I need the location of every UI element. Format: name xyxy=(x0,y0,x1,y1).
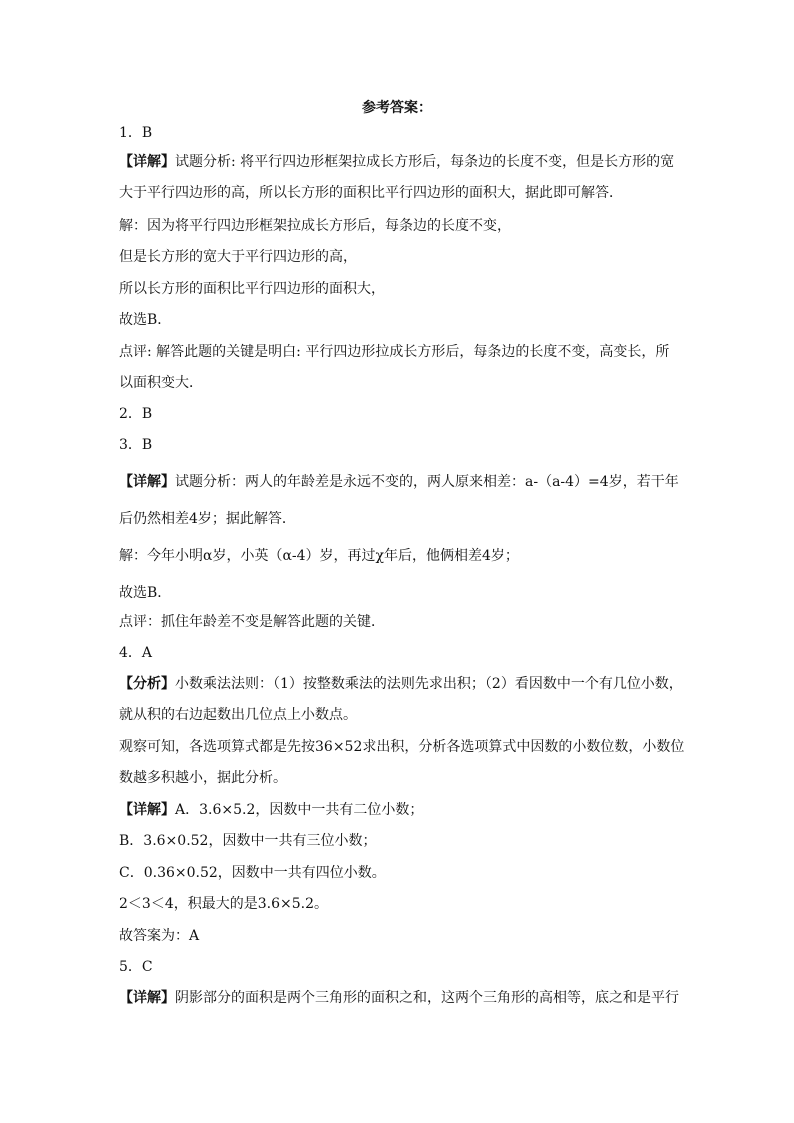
answer-4-detail-a xyxy=(119,800,423,820)
answer-3-number: 3．B xyxy=(119,437,153,453)
detail-text: 阴影部分的面积是两个三角形的面积之和，这两个三角形的高相等，底之和是平行 xyxy=(175,990,679,1006)
analysis-tag: 【分析】 xyxy=(119,676,175,692)
answer-3-choice: 故选B． xyxy=(119,585,172,601)
answer-1-detail-line-1 xyxy=(119,152,674,172)
detail-text: A．3.6×5.2，因数中一共有二位小数； xyxy=(175,802,424,818)
answer-4-observation-line-1: 观察可知，各选项算式都是先按36×52求出积，分析各选项算式中因数的小数位数，小数位 xyxy=(119,739,685,755)
answer-3-detail-line-2: 后仍然相差4岁；据此解答． xyxy=(119,511,296,527)
answer-4-analysis-line-1 xyxy=(119,674,683,694)
answer-1-comment-line-1: 点评: 解答此题的关键是明白: 平行四边形拉成长方形后，每条边的长度不变，高变长，所 xyxy=(119,344,670,360)
answer-4-detail-b: B．3.6×0.52，因数中一共有三位小数； xyxy=(119,833,377,849)
answer-1-solution-line-2: 但是长方形的宽大于平行四边形的高， xyxy=(119,249,357,265)
answer-2-number: 2．B xyxy=(119,406,153,422)
answer-4-observation-line-2: 数越多积越小，据此分析。 xyxy=(119,770,287,786)
detail-text: 试题分析: 将平行四边形框架拉成长方形后，每条边的长度不变，但是长方形的宽 xyxy=(175,154,675,170)
answer-1-solution-line-1: 解：因为将平行四边形框架拉成长方形后，每条边的长度不变， xyxy=(119,218,511,234)
answer-4-compare: 2＜3＜4，积最大的是3.6×5.2。 xyxy=(119,896,328,912)
answer-1-number: 1．B xyxy=(119,125,153,141)
answer-1-comment-line-2: 以面积变大． xyxy=(119,375,203,391)
detail-tag: 【详解】 xyxy=(119,990,175,1006)
detail-tag: 【详解】 xyxy=(119,474,175,490)
answer-1-detail-line-2: 大于平行四边形的高，所以长方形的面积比平行四边形的面积大，据此即可解答． xyxy=(119,185,623,201)
answer-4-final: 故答案为：A xyxy=(119,928,200,944)
answer-3-solution: 解：今年小明α岁，小英（α-4）岁，再过χ年后，他俩相差4岁； xyxy=(119,548,519,564)
detail-tag: 【详解】 xyxy=(119,802,175,818)
answer-3-comment: 点评：抓住年龄差不变是解答此题的关键． xyxy=(119,614,385,630)
answer-1-choice: 故选B． xyxy=(119,312,172,328)
answer-1-solution-line-3: 所以长方形的面积比平行四边形的面积大， xyxy=(119,281,385,297)
answer-5-detail-line-1 xyxy=(119,988,679,1008)
answer-5-number: 5．C xyxy=(119,959,153,975)
answer-4-analysis-line-2: 就从积的右边起数出几位点上小数点。 xyxy=(119,707,357,723)
detail-tag: 【详解】 xyxy=(119,154,175,170)
answer-4-number: 4．A xyxy=(119,645,153,661)
analysis-text: 小数乘法法则：（1）按整数乘法的法则先求出积；（2）看因数中一个有几位小数， xyxy=(175,676,683,692)
page-title: 参考答案： xyxy=(362,100,432,116)
answer-3-detail-line-1 xyxy=(119,472,679,492)
detail-text: 试题分析：两人的年龄差是永远不变的，两人原来相差：a-（a-4）=4岁，若干年 xyxy=(175,474,679,490)
answer-4-detail-c: C．0.36×0.52，因数中一共有四位小数。 xyxy=(119,865,386,881)
